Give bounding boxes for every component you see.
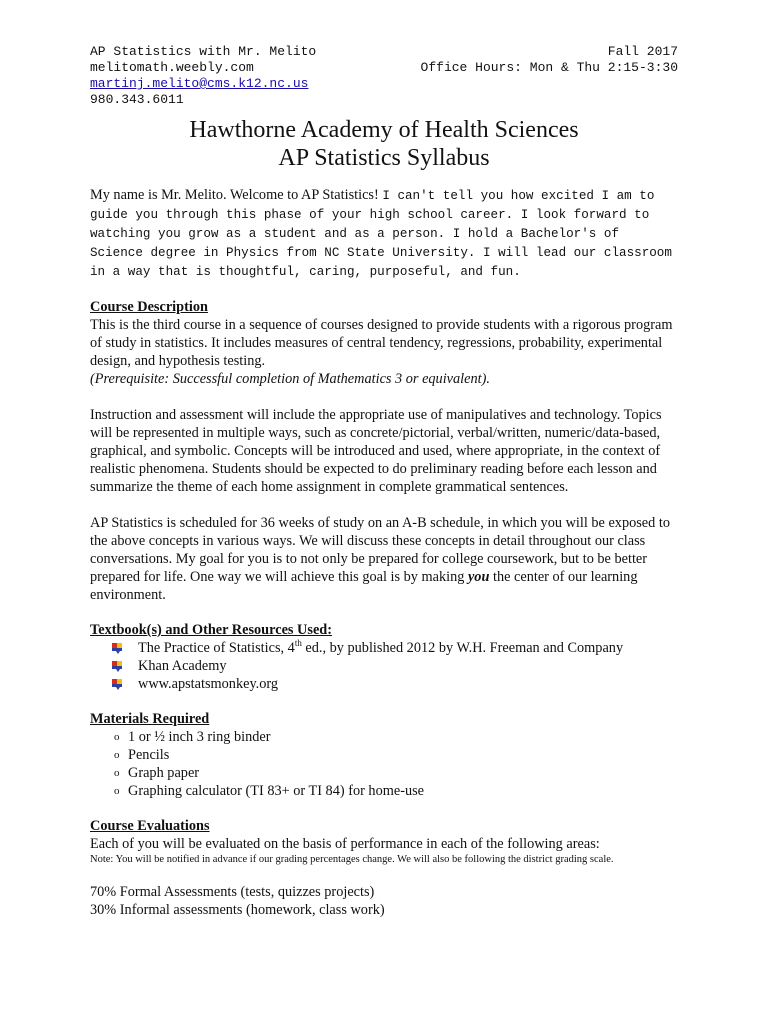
page-title [90,116,678,172]
office-hours: Office Hours: Mon & Thu 2:15-3:30 [420,60,678,75]
resources-heading: Textbook(s) and Other Resources Used: [90,622,332,638]
syllabus-page [90,44,678,919]
document-header [90,44,678,108]
emphasis-you: you [467,569,490,585]
evaluations-text: Each of you will be evaluated on the basis of performance in each of the following areas: [90,836,600,852]
material-pencils: Pencils [128,747,170,763]
schedule-text-a: AP Statistics is scheduled for 36 weeks of study on an A-B schedule, in which you will be exposed to the above concepts in various ways. We will discuss these concepts in detail throughout our class conversations. My goal for you is to not only be prepared for college coursework, but to be better prepared for life. One way we will achieve this goal is by making [90,515,671,585]
list-item [90,782,678,800]
list-item [90,728,678,746]
arrow-bullet-icon [90,675,138,693]
materials-list [90,728,678,800]
course-name: AP Statistics with Mr. Melito [90,44,317,59]
list-item [90,639,678,657]
arrow-bullet-icon [90,657,138,675]
schedule-paragraph [90,514,678,604]
list-item [90,764,678,782]
term: Fall 2017 [607,44,678,59]
material-binder: 1 or ½ inch 3 ring binder [128,729,271,745]
instruction-paragraph: Instruction and assessment will include the appropriate use of manipulatives and technology. Topics will be represented in multiple ways, such as concrete/pictorial, verbal/written, numeric/data-based, graphical, and symbolic. Concepts will be introduced and used, where appropriate, in the context of realistic phenomena. Students should be expected to do preliminary reading before each lesson and summarize the theme of each home assignment in complete grammatical sentences. [90,407,662,495]
arrow-bullet-icon [90,639,138,657]
intro-paragraph [90,186,678,281]
circle-bullet-icon: o [114,785,120,797]
resources-list [90,639,678,693]
phone: 980.343.6011 [90,92,184,107]
syllabus-title: AP Statistics Syllabus [278,145,490,171]
list-item [90,746,678,764]
evaluations-heading: Course Evaluations [90,818,210,834]
intro-text-a: My name is Mr. Melito. Welcome to AP Statistics! [90,187,383,203]
circle-bullet-icon: o [114,767,120,779]
intro-text-b: I can't tell you how excited I am to guide you through this phase of your high school career. I look forward to watching you grow as a student and as a person. I hold a Bachelor's of Science degree in Physics from NC State University. I will lead our classroom in a way that is thoughtful, caring, purposeful, and fun. [90,189,672,279]
grading-note: Note: You will be notified in advance if our grading percentages change. We will also be following the district grading scale. [90,854,614,865]
informal-assessments: 30% Informal assessments (homework, class work) [90,902,385,918]
course-description-heading: Course Description [90,299,208,315]
circle-bullet-icon: o [114,749,120,761]
material-calculator: Graphing calculator (TI 83+ or TI 84) for home-use [128,783,425,799]
resource-website: www.apstatsmonkey.org [138,676,279,692]
course-description-text: This is the third course in a sequence of courses designed to provide students with a rigorous program of study in statistics. It includes measures of central tendency, regressions, probability, experimental design, and hypothesis testing. [90,317,673,369]
resource-textbook: The Practice of Statistics, 4th ed., by published 2012 by W.H. Freeman and Company [138,638,624,656]
schedule-text-b: the center of our learning environment. [90,569,638,603]
website: melitomath.weebly.com [90,60,254,75]
circle-bullet-icon: o [114,731,120,743]
prerequisite-note: (Prerequisite: Successful completion of Mathematics 3 or equivalent). [90,371,490,387]
material-graph-paper: Graph paper [128,765,200,781]
resource-khan: Khan Academy [138,658,227,674]
formal-assessments: 70% Formal Assessments (tests, quizzes projects) [90,884,375,900]
list-item [90,657,678,675]
school-name: Hawthorne Academy of Health Sciences [189,117,579,143]
list-item [90,675,678,693]
email-link[interactable]: martinj.melito@cms.k12.nc.us [90,76,309,91]
materials-heading: Materials Required [90,711,210,727]
